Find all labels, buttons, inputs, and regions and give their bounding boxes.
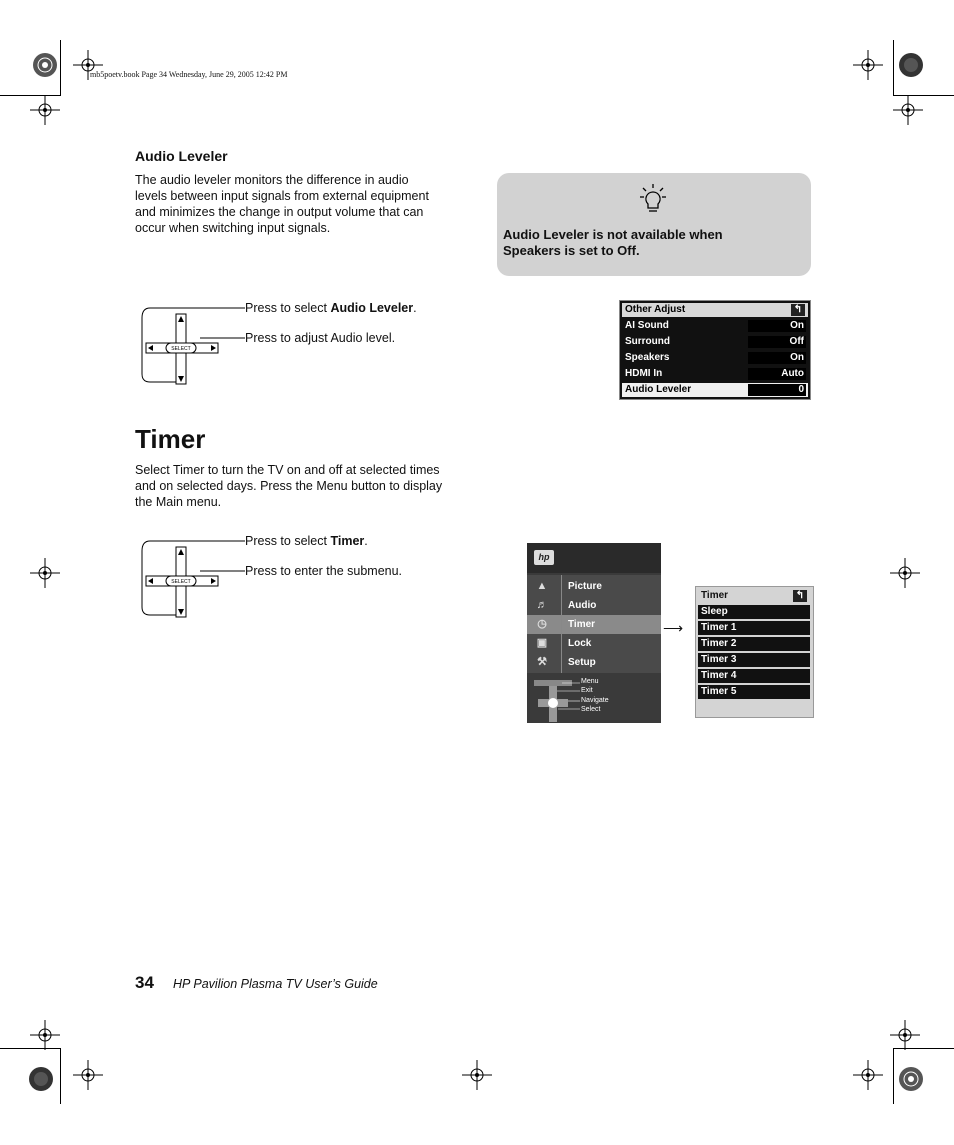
submenu-title bbox=[698, 589, 810, 603]
registration-mark-icon bbox=[30, 50, 60, 80]
callout-text: Press to select bbox=[245, 534, 331, 548]
page-number: 34 bbox=[135, 973, 154, 992]
submenu-row-timer-5[interactable] bbox=[698, 685, 810, 699]
tip-line: Audio Leveler is not available when bbox=[503, 227, 723, 242]
footer-title: HP Pavilion Plasma TV User’s Guide bbox=[173, 977, 378, 991]
main-menu bbox=[527, 543, 661, 723]
wrench-icon: ⚒ bbox=[537, 656, 547, 668]
menu-item-label: Timer bbox=[568, 619, 596, 630]
crop-mark bbox=[60, 1048, 61, 1104]
menu-row-surround[interactable] bbox=[622, 335, 808, 349]
row-label: Speakers bbox=[625, 352, 670, 363]
menu-item-label: Audio bbox=[568, 600, 597, 611]
menu-item-label: Lock bbox=[568, 638, 592, 649]
registration-mark-icon bbox=[462, 1060, 492, 1090]
select-label: SELECT bbox=[171, 346, 191, 352]
picture-icon: ▲ bbox=[536, 580, 548, 592]
back-icon[interactable]: ↰ bbox=[791, 304, 805, 316]
callout-select bbox=[245, 301, 417, 315]
menu-item-timer[interactable] bbox=[527, 615, 661, 634]
menu-title bbox=[622, 303, 808, 317]
body-paragraph bbox=[135, 172, 429, 236]
menu-row-hdmi-in[interactable] bbox=[622, 367, 808, 381]
body-line: and on selected days. Press the Menu button to display bbox=[135, 479, 443, 493]
menu-item-label: Picture bbox=[568, 581, 602, 592]
body-line: Select Timer to turn the TV on and off at selected times bbox=[135, 463, 440, 477]
row-label: Timer 5 bbox=[701, 686, 737, 697]
callout-text: . bbox=[364, 534, 368, 548]
submenu-row-timer-2[interactable] bbox=[698, 637, 810, 651]
crop-mark bbox=[60, 40, 61, 96]
remote-help bbox=[527, 675, 661, 723]
body-line: and minimizes the change in output volume that can bbox=[135, 205, 424, 219]
row-label: HDMI In bbox=[625, 368, 663, 379]
row-value: On bbox=[748, 352, 806, 364]
menu-item-picture[interactable] bbox=[527, 577, 661, 596]
help-label-select: Select bbox=[581, 706, 601, 713]
row-label: Timer 4 bbox=[701, 670, 737, 681]
tip-line: Speakers is set to Off. bbox=[503, 243, 640, 258]
row-label: Surround bbox=[625, 336, 670, 347]
callout-bold: Audio Leveler bbox=[330, 301, 414, 315]
menu-row-audio-leveler[interactable] bbox=[622, 383, 808, 397]
menu-title-text: Other Adjust bbox=[625, 304, 686, 315]
callout-bold: Timer bbox=[330, 534, 365, 548]
row-value: On bbox=[748, 320, 806, 332]
arrow-right-icon: ⟶ bbox=[663, 620, 684, 636]
submenu-row-timer-4[interactable] bbox=[698, 669, 810, 683]
row-value: 0 bbox=[748, 384, 806, 396]
help-label-exit: Exit bbox=[581, 687, 593, 694]
speaker-icon: ♬ bbox=[536, 599, 548, 611]
other-adjust-menu bbox=[619, 300, 811, 400]
timer-submenu bbox=[695, 586, 814, 718]
menu-row-ai-sound[interactable] bbox=[622, 319, 808, 333]
submenu-row-timer-3[interactable] bbox=[698, 653, 810, 667]
menu-row-speakers[interactable] bbox=[622, 351, 808, 365]
page-title: Timer bbox=[135, 424, 206, 454]
registration-mark-icon bbox=[890, 558, 920, 588]
lightbulb-icon bbox=[637, 183, 669, 217]
registration-mark-icon bbox=[853, 1060, 883, 1090]
help-label-navigate: Navigate bbox=[581, 697, 609, 704]
crop-mark bbox=[893, 1048, 894, 1104]
remote-dpad-diagram bbox=[140, 539, 250, 619]
back-icon[interactable]: ↰ bbox=[793, 590, 807, 602]
submenu-row-sleep[interactable] bbox=[698, 605, 810, 619]
submenu-row-timer-1[interactable] bbox=[698, 621, 810, 635]
tip-box bbox=[497, 173, 811, 276]
body-paragraph bbox=[135, 462, 442, 510]
registration-mark-icon bbox=[893, 95, 923, 125]
body-line: occur when switching input signals. bbox=[135, 221, 331, 235]
callout-text: Press to select bbox=[245, 301, 331, 315]
registration-mark-icon bbox=[73, 1060, 103, 1090]
registration-mark-icon bbox=[890, 1020, 920, 1050]
section-heading: Audio Leveler bbox=[135, 148, 228, 164]
callout-text: . bbox=[413, 301, 417, 315]
registration-mark-icon bbox=[896, 1064, 926, 1094]
callout-adjust: Press to adjust Audio level. bbox=[245, 331, 396, 345]
submenu-title-text: Timer bbox=[701, 590, 729, 601]
menu-divider bbox=[561, 575, 562, 673]
menu-item-label: Setup bbox=[568, 657, 596, 668]
row-label: Audio Leveler bbox=[625, 384, 692, 395]
remote-dpad-diagram bbox=[140, 306, 250, 386]
row-value: Off bbox=[748, 336, 806, 348]
body-line: the Main menu. bbox=[135, 495, 222, 509]
menu-list bbox=[527, 575, 661, 673]
clock-icon: ◷ bbox=[537, 618, 547, 630]
body-line: levels between input signals from external equipment bbox=[135, 189, 429, 203]
callout-select bbox=[245, 534, 368, 548]
row-label: Timer 3 bbox=[701, 654, 737, 665]
select-label: SELECT bbox=[171, 579, 191, 585]
registration-mark-icon bbox=[26, 1064, 56, 1094]
lock-icon: ▣ bbox=[536, 637, 548, 649]
registration-mark-icon bbox=[30, 1020, 60, 1050]
menu-item-lock[interactable] bbox=[527, 634, 661, 653]
registration-mark-icon bbox=[896, 50, 926, 80]
registration-mark-icon bbox=[30, 95, 60, 125]
help-label-menu: Menu bbox=[581, 678, 599, 685]
menu-item-setup[interactable] bbox=[527, 653, 661, 672]
hp-logo: hp bbox=[534, 550, 554, 565]
body-line: The audio leveler monitors the difference in audio bbox=[135, 173, 409, 187]
print-slug: mb5poetv.book Page 34 Wednesday, June 29, 2005 12:42 PM bbox=[90, 70, 288, 79]
menu-item-audio[interactable] bbox=[527, 596, 661, 615]
row-label: Timer 1 bbox=[701, 622, 737, 633]
remote-help-icon bbox=[532, 678, 582, 723]
registration-mark-icon bbox=[30, 558, 60, 588]
row-value: Auto bbox=[748, 368, 806, 380]
callout-enter: Press to enter the submenu. bbox=[245, 564, 403, 578]
registration-mark-icon bbox=[853, 50, 883, 80]
row-label: Timer 2 bbox=[701, 638, 737, 649]
menu-header bbox=[527, 543, 661, 573]
tip-text bbox=[503, 227, 803, 259]
crop-mark bbox=[893, 40, 894, 96]
row-label: Sleep bbox=[701, 606, 728, 617]
row-label: AI Sound bbox=[625, 320, 669, 331]
